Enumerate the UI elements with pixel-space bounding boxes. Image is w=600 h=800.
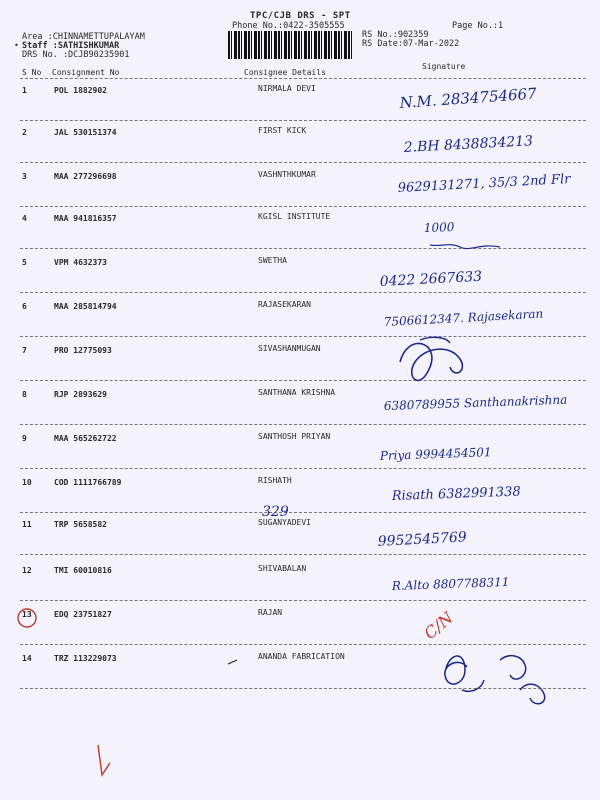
row-sno: 8 (22, 390, 27, 399)
row-sno: 9 (22, 434, 27, 443)
drs-number: DRS No. :DCJB90235901 (22, 50, 130, 60)
row-consignment-no: MAA 285814794 (54, 302, 117, 311)
rs-date: RS Date:07-Mar-2022 (362, 39, 460, 49)
handwritten-signature: 6380789955 Santhanakrishna (383, 392, 568, 413)
row-consignment-no: COD 1111766789 (54, 478, 122, 487)
row-consignment-no: TMI 60010816 (54, 566, 112, 575)
row-consignee-name: ANANDA FABRICATION (258, 652, 345, 661)
handwritten-signature: N.M. 2834754667 (399, 84, 538, 112)
bullet-mark: • (14, 41, 19, 50)
row14-stamp-scribble (500, 656, 545, 704)
row-consignment-no: RJP 2893629 (54, 390, 107, 399)
row-consignment-no: PRO 12775093 (54, 346, 112, 355)
row-consignee-name: KGISL INSTITUTE (258, 212, 331, 221)
handwritten-signature: 7506612347. Rajasekaran (383, 306, 544, 329)
pen-dash-mark (228, 660, 237, 664)
handwritten-signature: C/N (420, 608, 457, 644)
row-sno: 2 (22, 128, 27, 137)
row-sno: 6 (22, 302, 27, 311)
row-sno: 7 (22, 346, 27, 355)
row-consignee-name: SANTHOSH PRIYAN (258, 432, 331, 441)
row-consignment-no: TRP 5658582 (54, 520, 107, 529)
staff-label: Staff :SATHISHKUMAR (22, 41, 120, 51)
row-consignment-no: MAA 941816357 (54, 214, 117, 223)
row-consignee-name: SUGANYADEVI (258, 518, 311, 527)
row7-signature-scribble (400, 343, 462, 380)
handwritten-signature: Priya 9994454501 (379, 445, 492, 463)
row-sno: 10 (22, 478, 32, 487)
handwritten-signature: 2.BH 8438834213 (403, 133, 534, 156)
row-consignee-name: FIRST KICK (258, 126, 307, 135)
handwritten-signature: 1000 (423, 219, 455, 235)
document-title: TPC/CJB DRS - SPT (250, 11, 351, 21)
handwritten-amount: 329 (262, 504, 289, 520)
row7-signature-stroke (420, 337, 450, 343)
row-consignee-name: RAJAN (258, 608, 283, 617)
row-sno: 12 (22, 566, 32, 575)
row-sno: 5 (22, 258, 27, 267)
handwritten-signature: 9629131271, 35/3 2nd Flr (397, 171, 571, 196)
row-consignee-name: VASHNTHKUMAR (258, 170, 316, 179)
handwritten-signature: R.Alto 8807788311 (391, 574, 510, 593)
row-sno: 11 (22, 520, 32, 529)
row-consignee-name: SIVASHANMUGAN (258, 344, 321, 353)
row-consignee-name: SWETHA (258, 256, 287, 265)
handwritten-signature: 0422 2667633 (379, 268, 483, 290)
row-consignment-no: MAA 565262722 (54, 434, 117, 443)
row-consignment-no: POL 1882902 (54, 86, 107, 95)
handwritten-signature: Risath 6382991338 (391, 484, 521, 504)
row-consignment-no: JAL 530151374 (54, 128, 117, 137)
red-circle-mark (18, 609, 36, 627)
phone-number: Phone No.:0422-3505555 (232, 21, 345, 31)
row-consignee-name: SHIVABALAN (258, 564, 307, 573)
row-consignee-name: RAJASEKARAN (258, 300, 311, 309)
row-sno: 14 (22, 654, 32, 663)
column-header-details: Consignee Details (244, 68, 326, 77)
column-header-signature: Signature (422, 62, 466, 71)
row-sno: 13 (22, 610, 32, 619)
row-consignment-no: TRZ 113229073 (54, 654, 117, 663)
row-sno: 3 (22, 172, 27, 181)
column-header-consignment: Consignment No (52, 68, 120, 77)
handwritten-signature: 9952545769 (377, 529, 468, 550)
column-header-sno: S No (22, 68, 42, 77)
row4-signature-scribble (430, 245, 500, 249)
row14-signature-scribble (445, 656, 484, 691)
row-consignment-no: MAA 277296698 (54, 172, 117, 181)
area-label: Area :CHINNAMETTUPALAYAM (22, 32, 145, 42)
row-consignment-no: VPM 4632373 (54, 258, 107, 267)
page-number: Page No.:1 (452, 21, 504, 31)
row-sno: 4 (22, 214, 27, 223)
row-consignee-name: NIRMALA DEVI (258, 84, 316, 93)
rs-number: RS No.:902359 (362, 30, 429, 40)
red-tick-mark (98, 745, 110, 775)
row-consignment-no: EDQ 23751827 (54, 610, 112, 619)
row-consignee-name: SANTHANA KRISHNA (258, 388, 336, 397)
row-consignee-name: RISHATH (258, 476, 292, 485)
row-sno: 1 (22, 86, 27, 95)
